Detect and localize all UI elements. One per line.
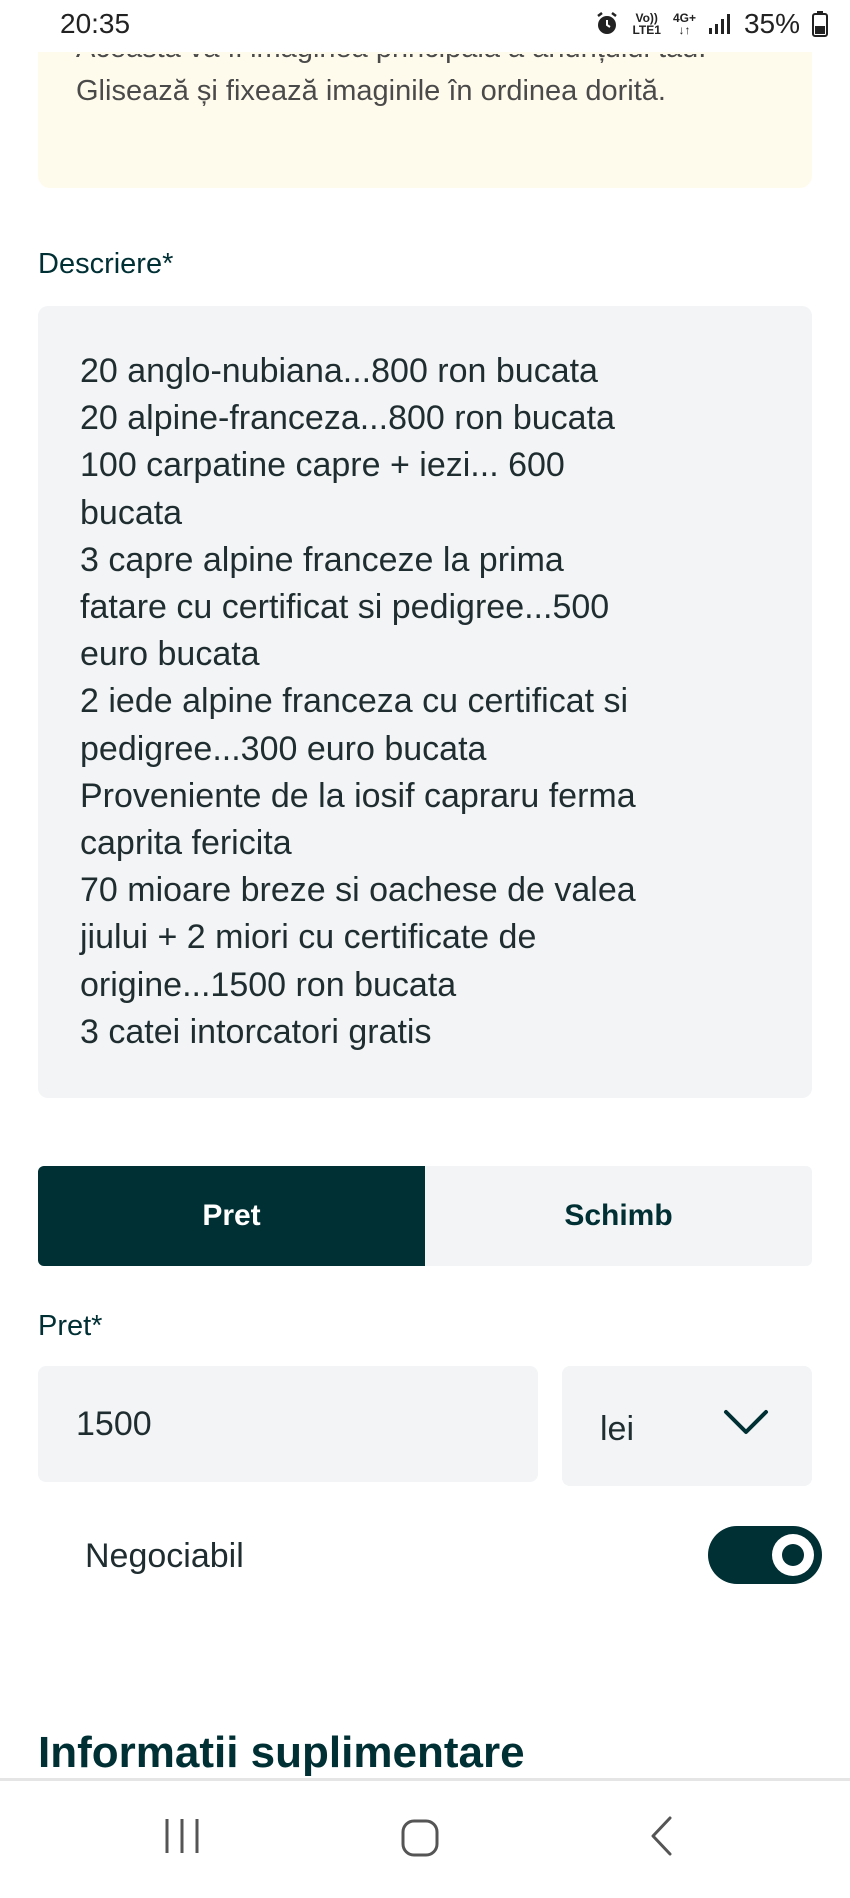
chevron-down-icon[interactable] bbox=[722, 1408, 770, 1443]
toggle-knob bbox=[772, 1534, 814, 1576]
description-line: 100 carpatine capre + iezi... 600 bbox=[80, 446, 565, 485]
negotiable-toggle[interactable] bbox=[708, 1526, 822, 1584]
network-top-text: 4G+ bbox=[672, 11, 696, 25]
status-icons bbox=[594, 8, 828, 40]
description-line: 70 mioare breze si oachese de valea bbox=[80, 871, 636, 910]
description-line: 2 iede alpine franceza cu certificat si bbox=[80, 682, 629, 721]
description-line: origine...1500 ron bucata bbox=[80, 965, 457, 1004]
description-line: bucata bbox=[80, 493, 183, 532]
description-line: 20 anglo-nubiana...800 ron bucata bbox=[80, 352, 598, 390]
signal-icon bbox=[708, 13, 732, 35]
volte-indicator bbox=[632, 12, 660, 36]
description-line: fatare cu certificat si pedigree...500 bbox=[80, 588, 610, 627]
description-line: jiului + 2 miori cu certificate de bbox=[80, 918, 537, 957]
description-label: Descriere* bbox=[38, 248, 174, 280]
price-input[interactable] bbox=[38, 1366, 538, 1482]
network-bottom-text: ↓↑ bbox=[678, 23, 691, 37]
description-line: 20 alpine-franceza...800 ron bucata bbox=[80, 399, 615, 438]
alarm-icon bbox=[594, 11, 620, 37]
recent-apps-icon[interactable] bbox=[162, 1817, 202, 1860]
battery-percent: 35% bbox=[743, 8, 800, 39]
description-line: euro bucata bbox=[80, 635, 260, 674]
network-indicator bbox=[673, 12, 696, 36]
description-line: 3 catei intorcatori gratis bbox=[80, 1012, 432, 1051]
price-label: Pret* bbox=[38, 1310, 103, 1342]
back-icon[interactable] bbox=[648, 1815, 674, 1862]
volte-top-text: Vo)) bbox=[635, 11, 658, 25]
negotiable-label: Negociabil bbox=[85, 1537, 244, 1575]
volte-bottom-text: LTE1 bbox=[632, 23, 661, 37]
description-line: 3 capre alpine franceze la prima bbox=[80, 540, 564, 579]
status-bar bbox=[0, 0, 850, 52]
info-text-line-2: Glisează și fixează imaginile în ordinea dorită. bbox=[76, 75, 666, 107]
description-line: caprita fericita bbox=[80, 824, 292, 863]
price-type-tab[interactable]: Pret bbox=[38, 1166, 425, 1266]
additional-info-heading: Informatii suplimentare bbox=[38, 1728, 525, 1777]
exchange-type-tab[interactable]: Schimb bbox=[425, 1166, 812, 1266]
status-time: 20:35 bbox=[60, 8, 131, 39]
currency-value: lei bbox=[600, 1410, 635, 1448]
home-icon[interactable] bbox=[400, 1818, 440, 1863]
description-line: pedigree...300 euro bucata bbox=[80, 729, 487, 768]
description-line: Proveniente de la iosif capraru ferma bbox=[80, 776, 636, 815]
battery-icon bbox=[812, 11, 828, 37]
description-text[interactable] bbox=[80, 348, 780, 1056]
